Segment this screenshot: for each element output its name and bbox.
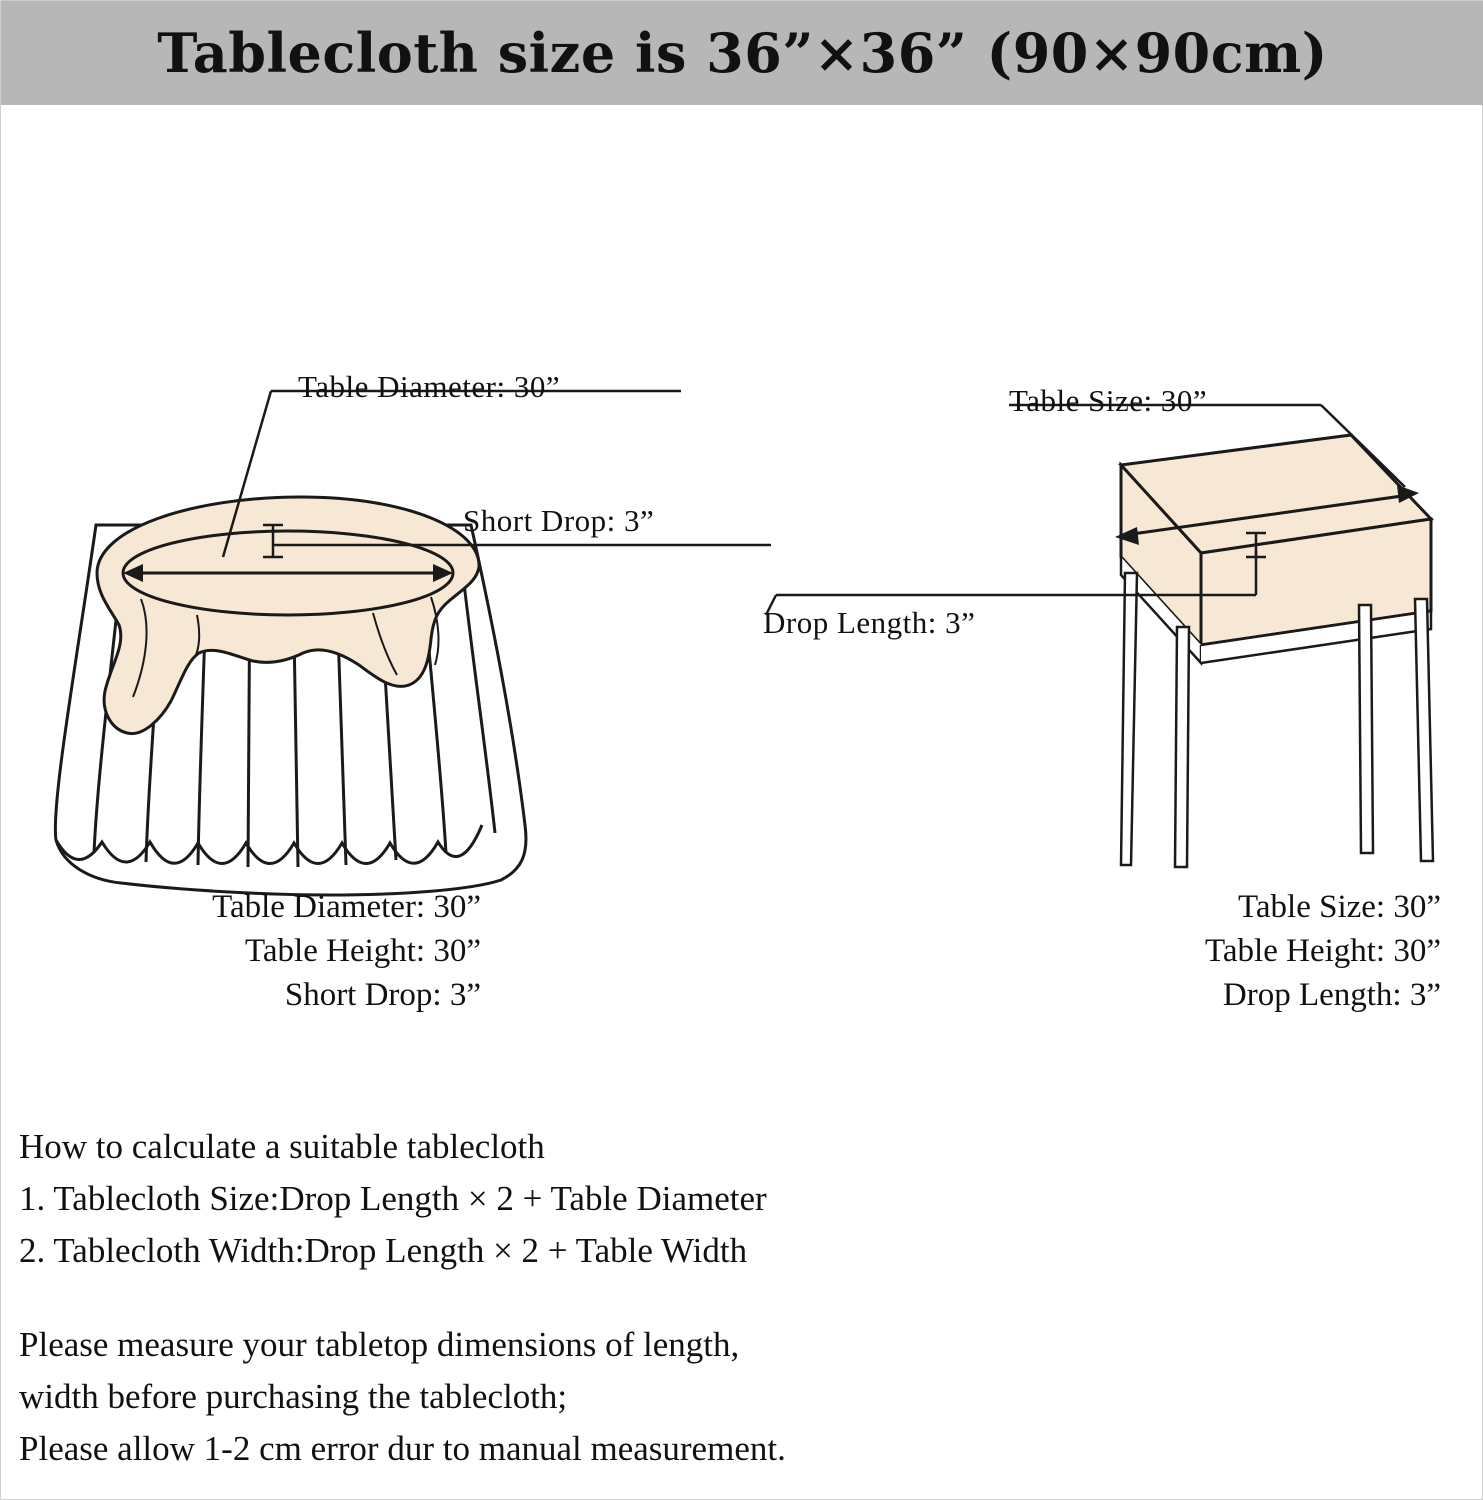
rect-table-specs	[1001, 885, 1441, 1017]
rect-table	[1121, 435, 1433, 867]
header-band	[1, 1, 1483, 105]
round-spec-diameter: Table Diameter: 30”	[212, 889, 481, 925]
instructions-line-5: Please allow 1-2 cm error dur to manual measurement.	[19, 1429, 786, 1468]
diagram-area	[1, 105, 1483, 1105]
round-spec-drop: Short Drop: 3”	[284, 977, 481, 1013]
page-title: Tablecloth size is 36”×36” (90×90cm)	[157, 21, 1328, 85]
rect-spec-drop: Drop Length: 3”	[1222, 977, 1441, 1013]
round-spec-height: Table Height: 30”	[245, 933, 481, 969]
instructions-block	[19, 1121, 1459, 1475]
instructions-line-3: Please measure your tabletop dimensions of length,	[19, 1325, 740, 1364]
rect-spec-height: Table Height: 30”	[1205, 933, 1441, 969]
instructions-line-2: 2. Tablecloth Width:Drop Length × 2 + Table Width	[19, 1231, 748, 1270]
instructions-line-4: width before purchasing the tablecloth;	[19, 1377, 568, 1416]
callout-rect-drop: Drop Length: 3”	[763, 605, 976, 640]
instructions-line-1: 1. Tablecloth Size:Drop Length × 2 + Table Diameter	[19, 1179, 767, 1218]
instructions-heading: How to calculate a suitable tablecloth	[19, 1127, 545, 1166]
callout-round-short-drop: Short Drop: 3”	[463, 503, 655, 538]
round-table-specs	[61, 885, 481, 1017]
rect-spec-size: Table Size: 30”	[1238, 889, 1441, 925]
notes-spacer	[19, 1277, 1459, 1319]
callout-rect-size: Table Size: 30”	[1009, 383, 1208, 418]
callout-round-diameter: Table Diameter: 30”	[298, 369, 561, 404]
